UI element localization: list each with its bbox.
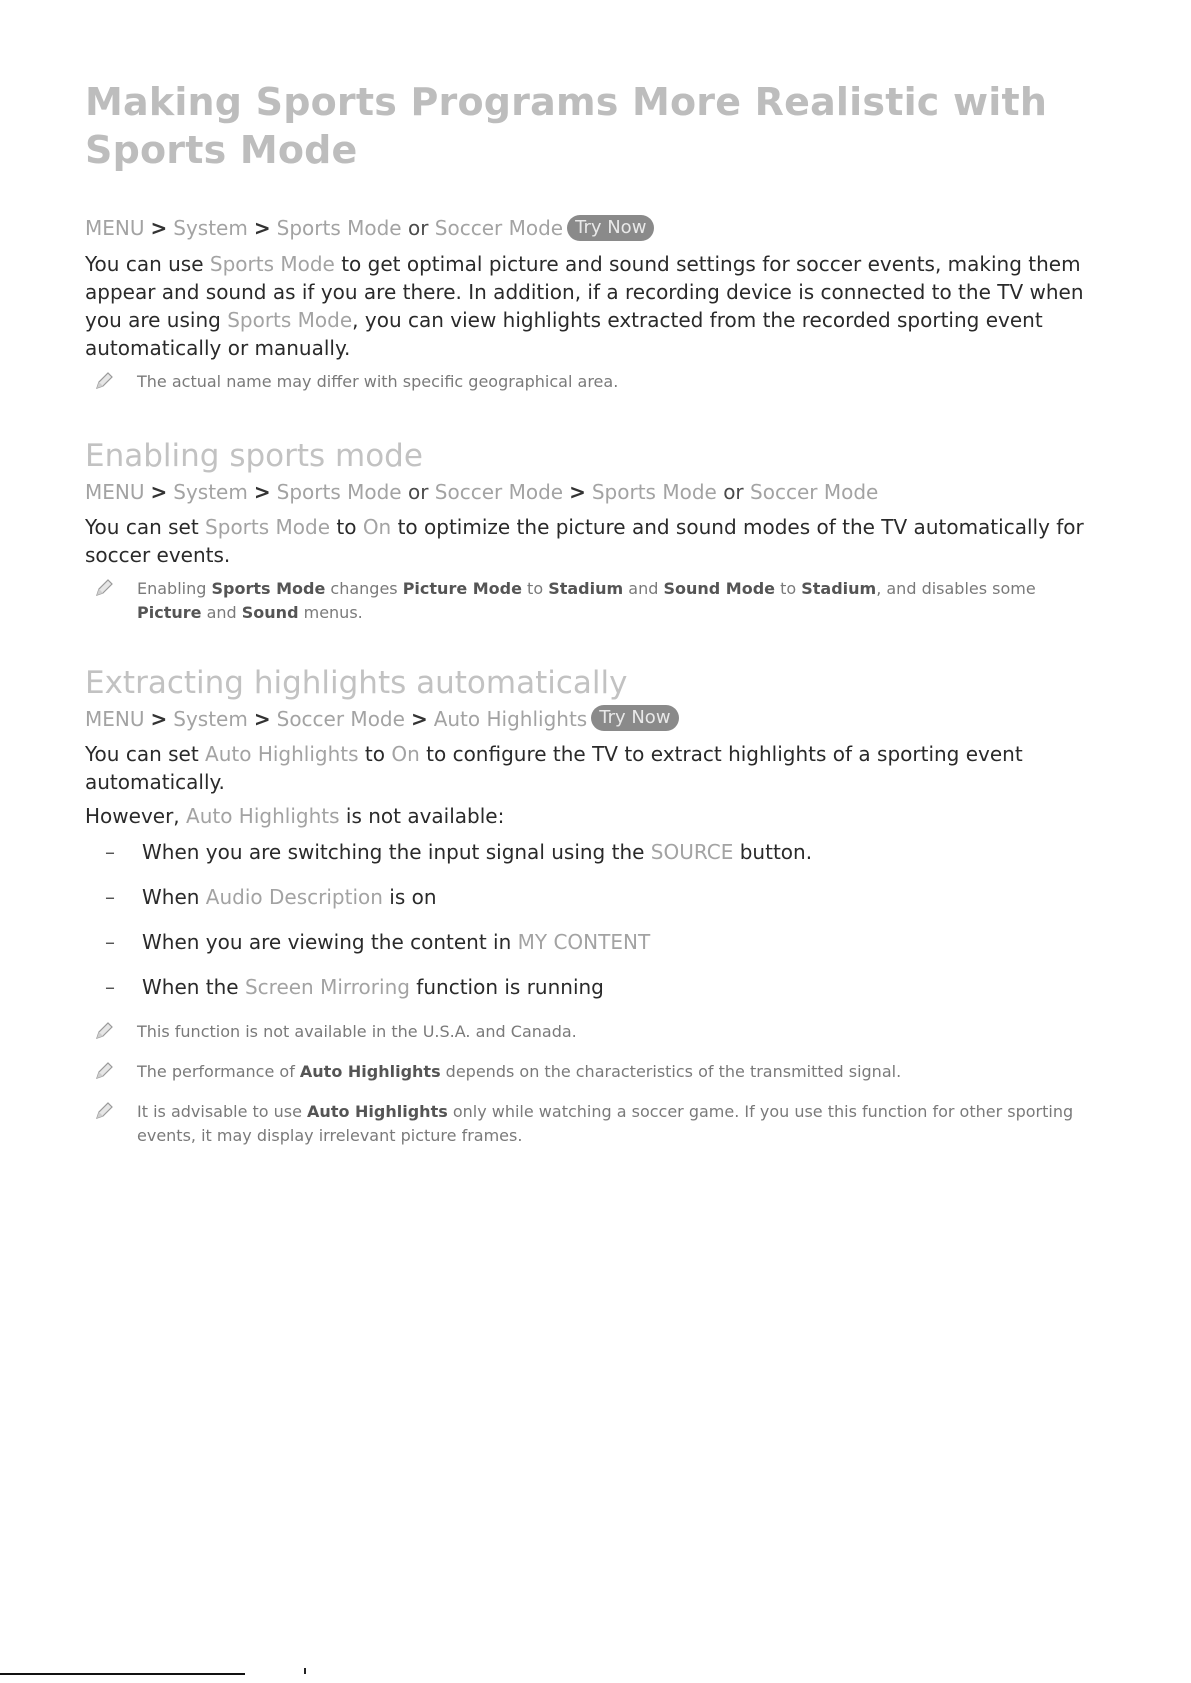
chevron-right-icon: > bbox=[253, 706, 271, 731]
list-item: – When Audio Description is on bbox=[105, 885, 437, 909]
body-paragraph: You can set Auto Highlights to On to configure the TV to extract highlights of a sporting event automatically. bbox=[85, 742, 1023, 794]
chevron-right-icon: > bbox=[410, 706, 428, 731]
path-soccer-mode: Soccer Mode bbox=[434, 216, 564, 240]
term-sports-mode: Sports Mode bbox=[209, 251, 335, 276]
note: The actual name may differ with specific geographical area. bbox=[85, 370, 1105, 394]
menu-path bbox=[85, 214, 1105, 243]
path-menu: MENU bbox=[85, 216, 145, 240]
pencil-icon bbox=[93, 1020, 115, 1042]
path-system: System bbox=[173, 216, 248, 240]
path-or: or bbox=[407, 216, 429, 240]
list-item: – When you are switching the input signal using the SOURCE button. bbox=[105, 840, 813, 864]
note: This function is not available in the U.S.A. and Canada. bbox=[85, 1020, 1105, 1044]
note: The performance of Auto Highlights depends on the characteristics of the transmitted signal. bbox=[85, 1060, 1105, 1084]
term-sports-mode: Sports Mode bbox=[227, 307, 353, 332]
note: It is advisable to use Auto Highlights only while watching a soccer game. If you use this function for other sporting events, it may display irrelevant picture frames. bbox=[85, 1100, 1105, 1148]
list-item: – When the Screen Mirroring function is running bbox=[105, 975, 604, 999]
chevron-right-icon: > bbox=[150, 706, 168, 731]
body-paragraph: However, Auto Highlights is not available: bbox=[85, 804, 505, 828]
intro-paragraph: You can use Sports Mode to get optimal picture and sound settings for soccer events, making them appear and sound as if you are there. In addition, if a recording device is connected to the TV when you are using Sports Mode, you can view highlights extracted from the recorded sporting event automatically or manually. bbox=[85, 251, 1084, 360]
page-title: Making Sports Programs More Realistic with Sports Mode bbox=[85, 80, 1048, 172]
pencil-icon bbox=[93, 1100, 115, 1122]
chevron-right-icon: > bbox=[150, 216, 168, 240]
condition-list bbox=[85, 838, 1105, 1001]
chevron-right-icon: > bbox=[569, 479, 586, 504]
footer-rule bbox=[0, 1673, 245, 1675]
list-item: – When you are viewing the content in MY CONTENT bbox=[105, 930, 651, 954]
pencil-icon bbox=[93, 1060, 115, 1082]
section-heading: Enabling sports mode bbox=[85, 437, 423, 474]
path-sports-mode: Sports Mode bbox=[276, 216, 402, 240]
note: Enabling Sports Mode changes Picture Mode to Stadium and Sound Mode to Stadium, and disables some Picture and Sound menus. bbox=[85, 577, 1105, 625]
try-now-button[interactable]: Try Now bbox=[567, 215, 654, 241]
try-now-button[interactable]: Try Now bbox=[591, 705, 678, 731]
chevron-right-icon: > bbox=[150, 479, 168, 504]
manual-page bbox=[85, 78, 1105, 1148]
section-heading: Extracting highlights automatically bbox=[85, 664, 628, 701]
body-paragraph: You can set Sports Mode to On to optimize the picture and sound modes of the TV automatically for soccer events. bbox=[85, 514, 1084, 567]
pencil-icon bbox=[93, 577, 115, 599]
menu-path: MENU > System > Soccer Mode > Auto Highlights Try Now bbox=[85, 705, 1105, 734]
chevron-right-icon: > bbox=[253, 479, 271, 504]
chevron-right-icon: > bbox=[253, 216, 271, 240]
menu-path: MENU > System > Sports Mode or Soccer Mode > Sports Mode or Soccer Mode bbox=[85, 479, 879, 504]
footer-mark bbox=[304, 1668, 306, 1674]
pencil-icon bbox=[93, 370, 115, 392]
